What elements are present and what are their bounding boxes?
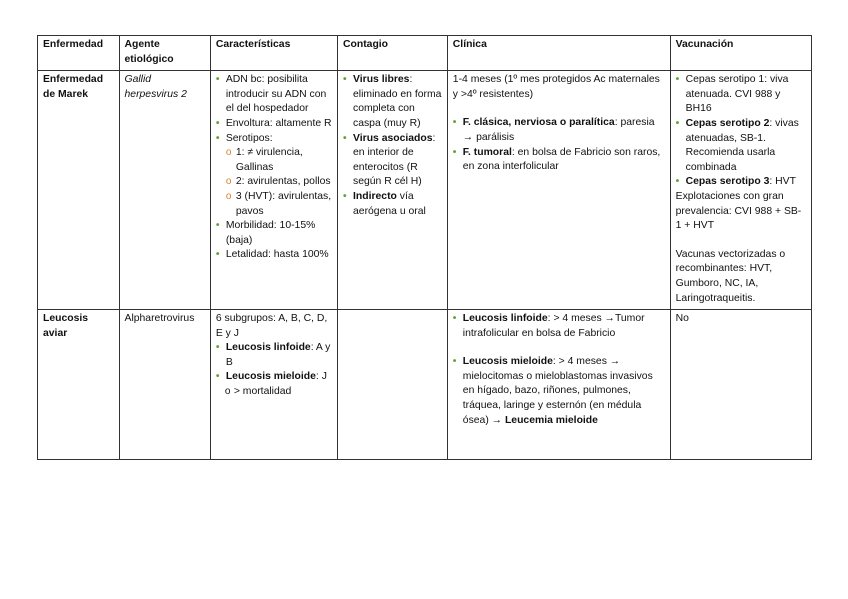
vaccination-cell: No [670,310,811,460]
list-item: • Leucosis mieloide: J [216,370,333,385]
list-item: • F. tumoral: en bolsa de Fabricio son raros, en zona interfolicular [453,146,666,175]
disease-name: Enfermedad de Marek [38,71,120,310]
disease-name: Leucosis aviar [38,310,120,460]
list-item: • F. clásica, nerviosa o paralítica: paresia → parálisis [453,116,666,145]
list-item: • Letalidad: hasta 100% [216,248,333,263]
table-row-leucosis [38,310,812,460]
vaccination-note: Explotaciones con gran prevalencia: CVI 988 + SB-1 + HVT [675,190,802,232]
header-agente: Agente etiológico [119,36,210,71]
clinic-cell [447,71,670,310]
clinic-cell [447,310,670,460]
header-row [38,36,812,71]
header-contagio: Contagio [338,36,448,71]
disease-table [37,35,812,460]
list-item: • Morbilidad: 10-15% (baja) [216,219,333,248]
characteristics-cell [210,310,337,460]
list-item: • Cepas serotipo 2: vivas atenuadas, SB-1. Recomienda usarla combinada [676,117,807,175]
list-item: • Leucosis linfoide: A y B [216,341,333,370]
agent-cell [119,71,210,310]
sub-list-item: o 1: ≠ virulencia, Gallinas [216,146,333,175]
table-row-marek [38,71,812,310]
list-item: • ADN bc: posibilita introducir su ADN con el del hospedador [216,73,333,117]
list-item: • Cepas serotipo 3: HVT [676,175,807,190]
list-item: • Leucosis linfoide: > 4 meses →Tumor intrafolicular en bolsa de Fabricio [453,312,666,341]
list-item: • Cepas serotipo 1: viva atenuada. CVI 988 y BH16 [676,73,807,117]
list-item: • Leucosis mieloide: > 4 meses → mielocitomas o mieloblastomas invasivos en hígado, bazo, riñones, pulmones, tráquea, laringe y esternón (en médula ósea) → Leucemia mieloide [453,355,666,428]
list-item: • Envoltura: altamente R [216,117,333,132]
header-enfermedad: Enfermedad [38,36,120,71]
vaccination-cell [670,71,811,310]
header-caracteristicas: Características [210,36,337,71]
sub-list-item: o 3 (HVT): avirulentas, pavos [216,190,333,219]
sub-list-item: o 2: avirulentas, pollos [216,175,333,190]
vaccination-note: Vacunas vectorizadas o recombinantes: HVT, Gumboro, NC, IA, Laringotraqueitis. [675,248,786,304]
agent-name: Gallid herpesvirus 2 [124,74,187,100]
characteristics-cell [210,71,337,310]
header-vacunacion: Vacunación [670,36,811,71]
header-clinica: Clínica [447,36,670,71]
sub-list-item: o > mortalidad [216,385,333,400]
list-item: • Virus libres: eliminado en forma completa con caspa (muy R) [343,73,443,131]
list-item: • Virus asociados: en interior de enterocitos (R según R cél H) [343,132,443,190]
clinic-intro: 1-4 meses (1º mes protegidos Ac maternales y >4º resistentes) [452,74,660,100]
list-item: • Indirecto vía aerógena u oral [343,190,443,219]
list-item: • Serotipos: [216,132,333,147]
contagion-cell [338,310,448,460]
agent-name: Alpharetrovirus [119,310,210,460]
contagion-cell [338,71,448,310]
subgroups-text: 6 subgrupos: A, B, C, D, E y J [215,313,328,339]
